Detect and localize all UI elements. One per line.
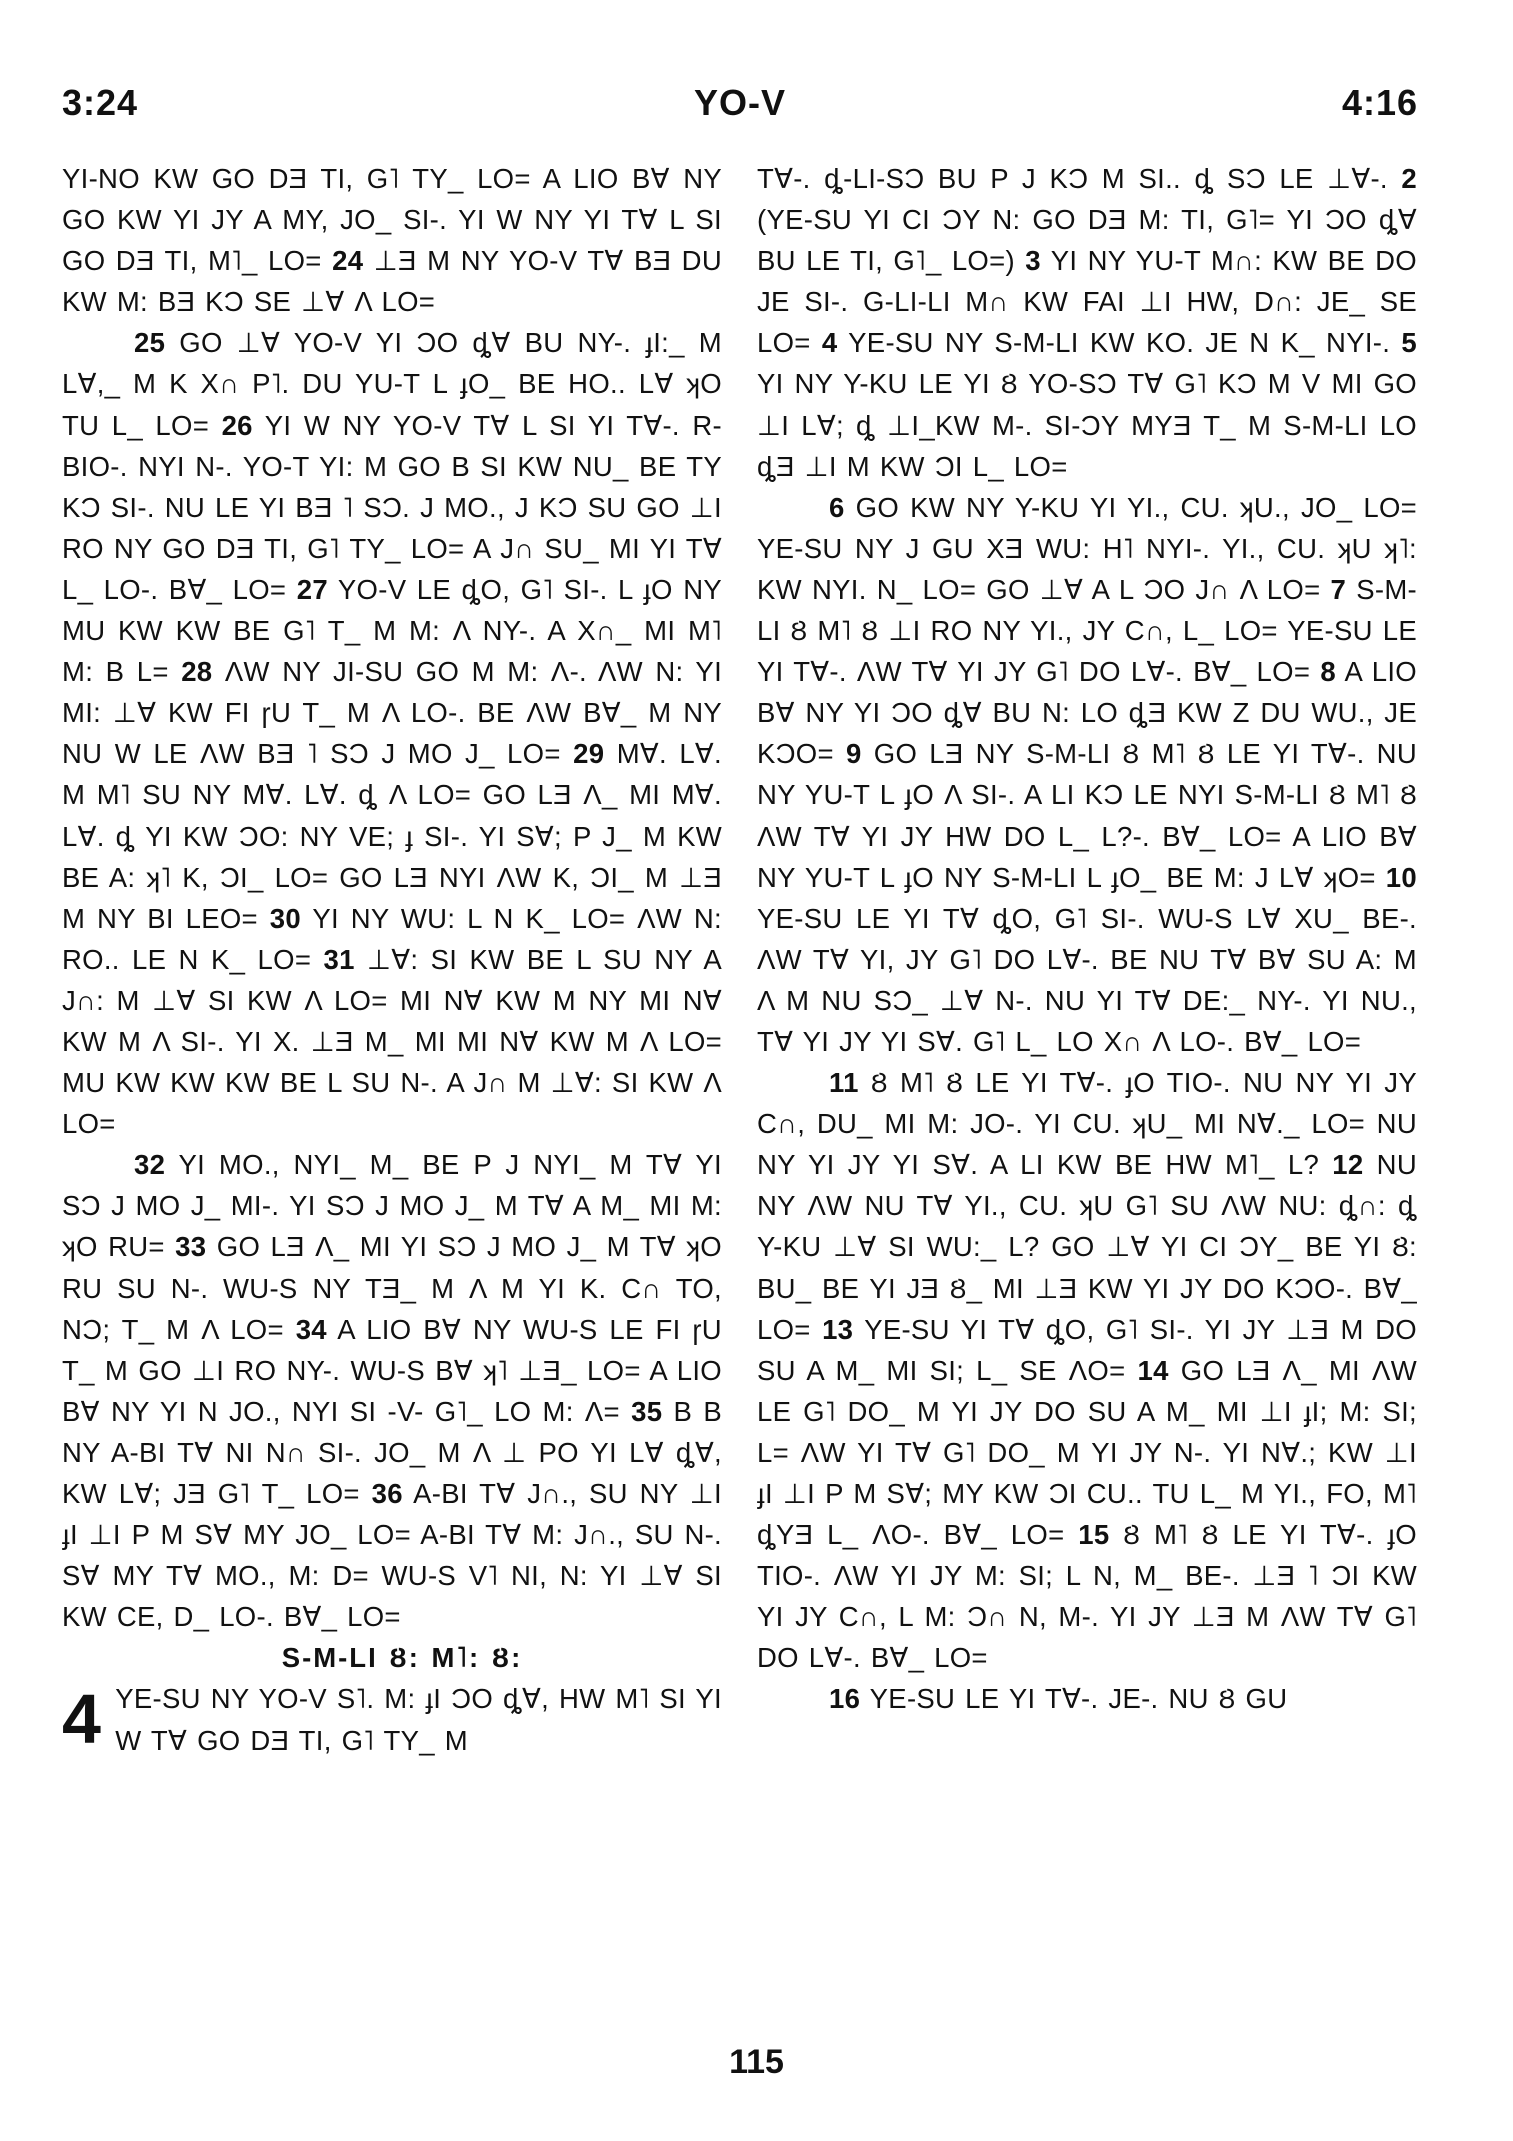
text-segment: A LIO B∀ NY YI ƆO ȡ∀ BU N: LO ȡƎ KW Z DU WU., JE KƆO= xyxy=(757,656,1417,770)
text-segment: GO KW NY Y-KU YI YI., CU. ʞU., JO_ LO= YE-SU NY J GU XƎ WU: H˥ NYI-. YI., CU. ʞU ʞ˥: KW NYI. N_ LO= GO ⊥∀ A L ƆO J∩ Λ LO= xyxy=(757,491,1417,605)
verse-number: 5 xyxy=(1401,327,1417,359)
verse-number: 31 xyxy=(323,943,355,975)
text-segment: YI MO., NYI_ M_ BE P J NYI_ M T∀ YI SƆ J MO J_ MI-. YI SƆ J MO J_ M T∀ A M_ MI M: ʞO RU= xyxy=(62,1149,722,1263)
text-segment: YE-SU LE YI T∀ ȡO, G˥ SI-. WU-S L∀ XU_ BE-. ΛW T∀ YI, JY G˥ DO L∀-. BE NU T∀ B∀ SU A: M Λ M NU SƆ_ ⊥∀ N-. NU YI T∀ DE:_ NY-. YI NU., T∀ YI JY YI S∀. G˥ L_ LO X∩ Λ LO-. B∀_ LO= xyxy=(757,902,1417,1057)
verse-number: 15 xyxy=(1078,1519,1110,1551)
verse-number: 10 xyxy=(1385,861,1417,893)
text-segment: T∀-. ȡ-LI-SƆ BU P J KƆ M SI.. ȡ SƆ LE ⊥∀-. xyxy=(757,163,1388,194)
text-segment: Ȣ M˥ Ȣ LE YI T∀-. ɟO TIO-. NU NY YI JY C∩, DU_ MI M: JO-. YI CU. ʞU_ MI N∀._ LO= NU NY YI JY YI S∀. A LI KW BE HW M˥_ L? xyxy=(757,1067,1417,1181)
verse-number: 28 xyxy=(181,656,213,688)
verse-number: 30 xyxy=(269,902,301,934)
paragraph xyxy=(757,158,1417,487)
header-left-reference: 3:24 xyxy=(62,82,139,123)
text-segment: YI-NO KW GO DƎ TI, G˥ TY_ LO= A LIO B∀ NY GO KW YI JY A MY, JO_ SI-. YI W NY YI T∀ L SI GO DƎ TI, M˥_ LO= xyxy=(62,163,722,277)
text-segment: A-BI T∀ J∩., SU NY ⊥I ɟI ⊥I P M S∀ MY JO_ LO= A-BI T∀ M: J∩., SU N-. S∀ MY T∀ MO., M: D= WU-S V˥ NI, N: YI ⊥∀ SI KW CE, D_ LO-. B∀_ LO= xyxy=(62,1478,722,1633)
verse-number: 27 xyxy=(296,573,328,605)
verse-number: 12 xyxy=(1332,1149,1364,1181)
paragraph xyxy=(757,1678,1417,1719)
text-segment: GO LƎ NY S-M-LI Ȣ M˥ Ȣ LE YI T∀-. NU NY YU-T L ɟO Λ SI-. A LI KƆ LE NYI S-M-LI Ȣ M˥ Ȣ ΛW T∀ YI JY HW DO L_ L?-. B∀_ LO= A LIO B∀ NY YU-T L ɟO NY S-M-LI L ɟO_ BE M: J L∀ ʞO= xyxy=(757,738,1417,893)
verse-number: 34 xyxy=(295,1313,327,1345)
text-segment: ΛW NY JI-SU GO M M: Λ-. ΛW N: YI MI: ⊥∀ KW FI ɼU T_ M Λ LO-. BE ΛW B∀_ M NY NU W LE ΛW BƎ ˥ SƆ J MO J_ LO= xyxy=(62,656,723,770)
right-column xyxy=(757,158,1417,1720)
text-segment: ⊥Ǝ M NY YO-V T∀ BƎ DU KW M: BƎ KƆ SE ⊥∀ Λ LO= xyxy=(62,245,722,318)
verse-number: 35 xyxy=(631,1395,663,1427)
text-segment: YI NY YU-T M∩: KW BE DO JE SI-. G-LI-LI M∩ KW FAI ⊥I HW, D∩: JE_ SE LO= xyxy=(757,245,1417,359)
running-header xyxy=(62,82,1418,132)
paragraph xyxy=(757,487,1417,1062)
text-segment: NU NY ΛW NU T∀ YI., CU. ʞU G˥ SU ΛW NU: ȡ∩: ȡ Y-KU ⊥∀ SI WU:_ L? GO ⊥∀ YI CI ƆY_ BE YI Ȣ: BU_ BE YI JƎ Ȣ_ MI ⊥Ǝ KW YI JY DO KƆO-. B∀_ LO= xyxy=(757,1149,1417,1345)
chapter-number: 4 xyxy=(62,1680,102,1759)
text-segment: YI W NY YO-V T∀ L SI YI T∀-. R-BIO-. NYI N-. YO-T YI: M GO B SI KW NU_ BE TY KƆ SI-. NU LE YI BƎ ˥ SƆ. J MO., J KƆ SU GO ⊥I RO NY GO DƎ TI, G˥ TY_ LO= A J∩ SU_ MI YI T∀ L_ LO-. B∀_ LO= xyxy=(62,409,722,605)
text-segment: YE-SU NY YO-V S˥. M: ɟI ƆO ȡ∀, HW M˥ SI YI W T∀ GO DƎ TI, G˥ TY_ M xyxy=(115,1683,722,1756)
paragraph xyxy=(62,158,722,322)
page-number: 115 xyxy=(729,2043,784,2081)
verse-number: 26 xyxy=(221,409,253,441)
paragraph xyxy=(62,1678,722,1760)
text-segment: GO LƎ Λ_ MI ΛW LE G˥ DO_ M YI JY DO SU A M_ MI ⊥I ɟI; M: SI; L= ΛW YI T∀ G˥ DO_ M YI JY N-. YI N∀.; KW ⊥I ɟI ⊥I P M S∀; MY KW ƆI CU.. TU L_ M YI., FO, M˥ ȡYƎ L_ ΛO-. B∀_ LO= xyxy=(757,1354,1417,1551)
text-segment: M∀. L∀. M M˥ SU NY M∀. L∀. ȡ Λ LO= GO LƎ Λ_ MI M∀. L∀. ȡ YI KW ƆO: NY VE; ɟ SI-. YI S∀; P J_ M KW BE A: ʞ˥ K, ƆI_ LO= GO LƎ NYI ΛW K, ƆI_ M ⊥Ǝ M NY BI LEO= xyxy=(62,738,722,934)
verse-number: 4 xyxy=(821,327,838,359)
verse-number: 3 xyxy=(1025,245,1041,277)
text-segment: ⊥∀: SI KW BE L SU NY A J∩: M ⊥∀ SI KW Λ LO= MI N∀ KW M NY MI N∀ KW M Λ SI-. YI X. ⊥Ǝ M_ MI MI N∀ KW M Λ LO= MU KW KW KW BE L SU N-. A J∩ M ⊥∀: SI KW Λ LO= xyxy=(62,943,722,1140)
paragraph xyxy=(757,1062,1417,1678)
text-segment: (YE-SU YI CI ƆY N: GO DƎ M: TI, G˥= YI ƆO ȡ∀ BU LE TI, G˥_ LO=) xyxy=(757,204,1417,277)
verse-number: 13 xyxy=(822,1313,854,1345)
verse-number: 29 xyxy=(573,738,605,770)
paragraph xyxy=(62,1144,722,1637)
paragraph xyxy=(62,322,722,1144)
text-segment: YI NY Y-KU LE YI Ȣ YO-SƆ T∀ G˥ KƆ M V MI GO ⊥I L∀; ȡ ⊥I_KW M-. SI-ƆY MYƎ T_ M S-M-LI LO ȡƎ ⊥I M KW ƆI L_ LO= xyxy=(757,368,1417,482)
text-segment: YE-SU NY S-M-LI KW KO. JE N K_ NYI-. xyxy=(848,327,1391,359)
verse-number: 33 xyxy=(175,1231,207,1263)
text-segment: A LIO B∀ NY WU-S LE FI ɼU T_ M GO ⊥I RO NY-. WU-S B∀ ʞ˥ ⊥Ǝ_ LO= A LIO B∀ NY YI N JO., NYI SI -V- G˥_ LO M: Λ= xyxy=(62,1313,722,1427)
verse-number: 36 xyxy=(371,1478,403,1509)
text-segment: YE-SU YI T∀ ȡO, G˥ SI-. YI JY ⊥Ǝ M DO SU A M_ MI SI; L_ SE ΛO= xyxy=(757,1313,1417,1386)
verse-number: 32 xyxy=(134,1149,166,1181)
verse-number: 25 xyxy=(134,327,166,359)
verse-number: 14 xyxy=(1137,1354,1169,1386)
left-column xyxy=(62,158,722,1761)
text-segment: B B NY A-BI T∀ NI N∩ SI-. JO_ M Λ ⊥ PO YI L∀ ȡ∀, KW L∀; JƎ G˥ T_ LO= xyxy=(62,1395,722,1509)
verse-number: 8 xyxy=(1320,656,1336,688)
verse-number: 6 xyxy=(829,491,845,523)
text-segment: GO ⊥∀ YO-V YI ƆO ȡ∀ BU NY-. ɟI:_ M L∀,_ M K X∩ P˥. DU YU-T L ɟO_ BE HO.. L∀ ʞO TU L_ LO= xyxy=(62,327,722,441)
verse-number: 9 xyxy=(846,738,862,770)
verse-number: 7 xyxy=(1330,573,1347,605)
text-segment: YE-SU LE YI T∀-. JE-. NU Ȣ GU xyxy=(869,1683,1288,1715)
verse-number: 16 xyxy=(829,1683,861,1715)
text-segment: S-M-LI Ȣ M˥ Ȣ ⊥I RO NY YI., JY C∩, L_ LO= YE-SU LE YI T∀-. ΛW T∀ YI JY G˥ DO L∀-. B∀_ LO= xyxy=(757,573,1417,688)
text-segment: Ȣ M˥ Ȣ LE YI T∀-. ɟO TIO-. ΛW YI JY M: SI; L N, M_ BE-. ⊥Ǝ ˥ ƆI KW YI JY C∩, L M: Ɔ∩ N, M-. YI JY ⊥Ǝ M ΛW T∀ G˥ DO L∀-. B∀_ LO= xyxy=(757,1519,1417,1674)
text-segment: YI NY WU: L N K_ LO= ΛW N: RO.. LE N K_ LO= xyxy=(62,902,722,975)
text-segment: GO LƎ Λ_ MI YI SƆ J MO J_ M T∀ ʞO RU SU N-. WU-S NY TƎ_ M Λ M YI K. C∩ TO, NƆ; T_ M Λ LO= xyxy=(62,1231,722,1345)
verse-number: 2 xyxy=(1401,163,1417,194)
text-segment: YO-V LE ȡO, G˥ SI-. L ɟO NY MU KW KW BE G˥ T_ M M: Λ NY-. A X∩_ MI M˥ M: B L= xyxy=(62,573,722,688)
header-right-reference: 4:16 xyxy=(1341,82,1418,123)
verse-number: 11 xyxy=(829,1067,859,1099)
verse-number: 24 xyxy=(332,245,364,277)
section-heading: S-M-LI Ȣ: M˥: Ȣ: xyxy=(281,1642,523,1674)
header-book-title: YO-V xyxy=(693,82,786,123)
